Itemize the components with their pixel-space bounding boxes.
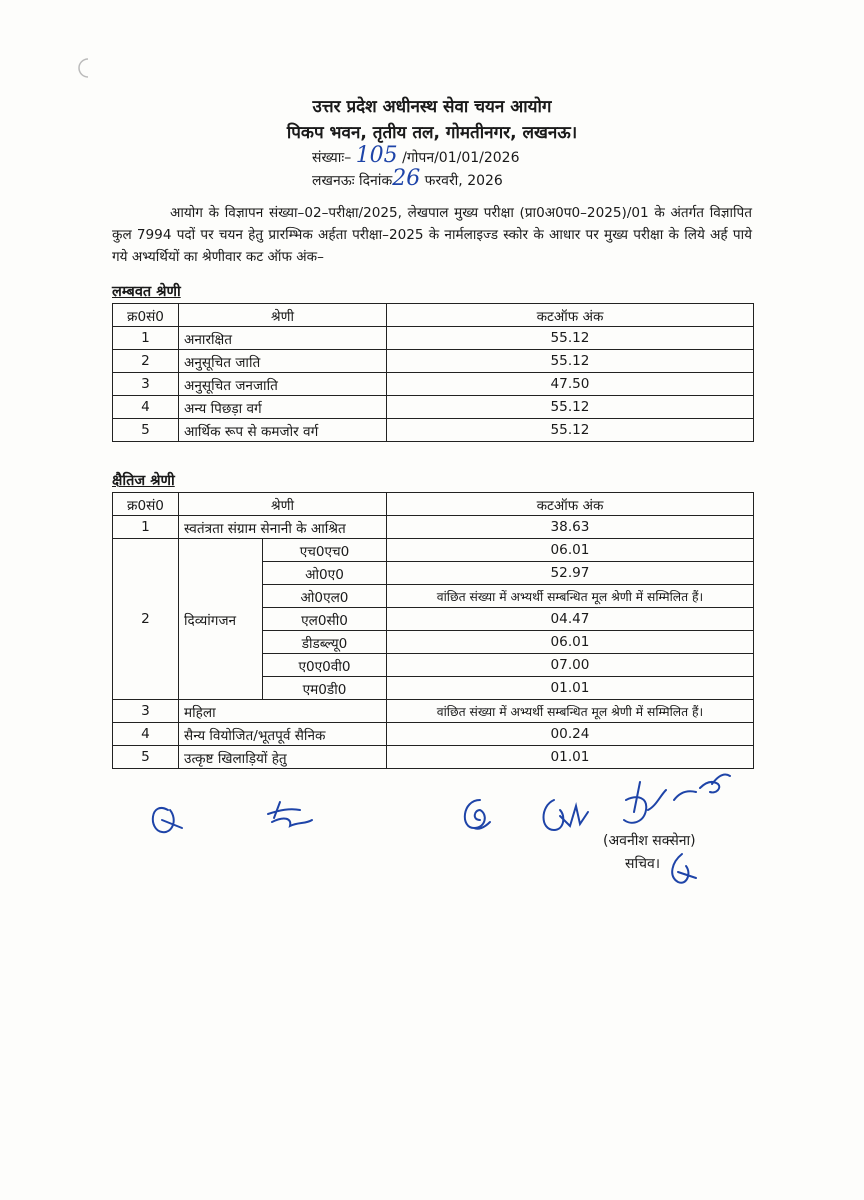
vertical-section-title: लम्बवत श्रेणी	[112, 284, 181, 300]
header-category: श्रेणी	[179, 493, 387, 516]
punch-hole-mark	[74, 56, 98, 80]
table-row: 3 महिला वांछित संख्या में अभ्यर्थी सम्बन्धित मूल श्रेणी में सम्मिलित हैं।	[113, 700, 754, 723]
header-cutoff: कटऑफ अंक	[387, 304, 754, 327]
table-row: एल0सी0 04.47	[113, 608, 754, 631]
header-category: श्रेणी	[179, 304, 387, 327]
header-sn: क्र0सं0	[113, 304, 179, 327]
table-row: डीडब्ल्यू0 06.01	[113, 631, 754, 654]
table-row: 1 स्वतंत्रता संग्राम सेनानी के आश्रित 38.63	[113, 516, 754, 539]
header-cutoff: कटऑफ अंक	[387, 493, 754, 516]
vertical-cutoff-table	[112, 303, 754, 442]
handwritten-date-day: 26	[392, 166, 421, 191]
divyang-category: दिव्यांगजन	[179, 539, 263, 700]
table-row: 1 अनारक्षित 55.12	[113, 327, 754, 350]
table-row: 3 अनुसूचित जनजाति 47.50	[113, 373, 754, 396]
org-address: पिकप भवन, तृतीय तल, गोमतीनगर, लखनऊ।	[286, 123, 578, 143]
horizontal-cutoff-table	[112, 492, 754, 769]
table-row: ओ0एल0 वांछित संख्या में अभ्यर्थी सम्बन्धित मूल श्रेणी में सम्मिलित हैं।	[113, 585, 754, 608]
org-name: उत्तर प्रदेश अधीनस्थ सेवा चयन आयोग	[312, 97, 552, 117]
intro-paragraph: आयोग के विज्ञापन संख्या–02–परीक्षा/2025, लेखपाल मुख्य परीक्षा (प्रा0अ0प0–2025)/01 के अंतर्गत विज्ञापित कुल 7994 पदों पर चयन हेतु प्रारम्भिक अर्हता परीक्षा–2025 के नार्मलाइज्ड स्कोर के आधार पर मुख्य परीक्षा के लिये अर्ह पाये गये अभ्यर्थियों का श्रेणीवार कट ऑफ अंक–	[112, 205, 752, 265]
table-row: ए0ए0वी0 07.00	[113, 654, 754, 677]
table-row: 2 अनुसूचित जाति 55.12	[113, 350, 754, 373]
signatory-designation: सचिव।	[625, 856, 661, 872]
place-date-line: लखनऊः दिनांक26 फरवरी, 2026	[312, 166, 503, 191]
table-row: 2 दिव्यांगजन एच0एच0 06.01	[113, 539, 754, 562]
handwritten-ref-number: 105	[355, 143, 398, 168]
horizontal-section-title: क्षैतिज श्रेणी	[112, 473, 175, 489]
table-row: 5 आर्थिक रूप से कमजोर वर्ग 55.12	[113, 419, 754, 442]
table-header-row	[113, 493, 754, 516]
table-row: 5 उत्कृष्ट खिलाड़ियों हेतु 01.01	[113, 746, 754, 769]
signatory-name: (अवनीश सक्सेना)	[603, 833, 696, 849]
table-header-row	[113, 304, 754, 327]
header-sn: क्र0सं0	[113, 493, 179, 516]
reference-line: संख्याः– 105 /गोपन/01/01/2026	[312, 143, 520, 168]
table-row: ओ0ए0 52.97	[113, 562, 754, 585]
table-row: 4 सैन्य वियोजित/भूतपूर्व सैनिक 00.24	[113, 723, 754, 746]
table-row: 4 अन्य पिछड़ा वर्ग 55.12	[113, 396, 754, 419]
table-row: एम0डी0 01.01	[113, 677, 754, 700]
